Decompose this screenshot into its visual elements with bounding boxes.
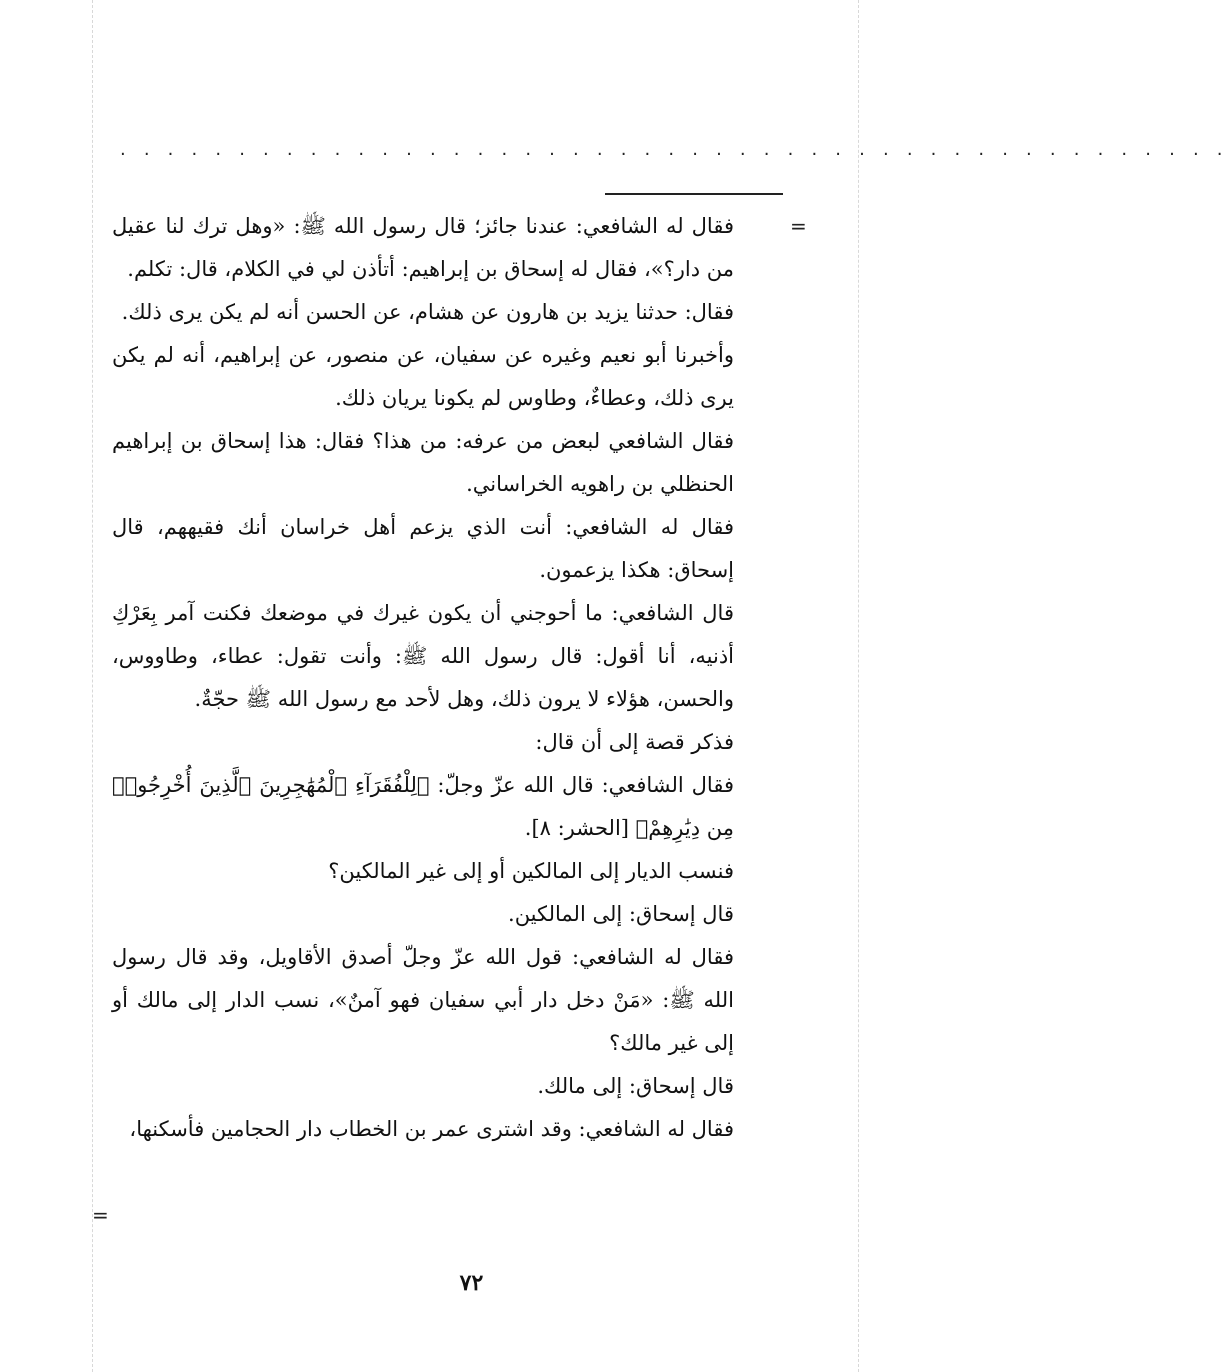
paragraph: قال إسحاق: إلى مالك. [537,1074,734,1098]
scan-edge-left [92,0,93,1372]
paragraph: فقال له الشافعي: عندنا جائز؛ قال رسول الله ﷺ: «وهل ترك لنا عقيل من دار؟»، فقال له إسحاق بن إبراهيم: أتأذن لي في الكلام، قال: تكلم. [112,214,734,281]
body-text [112,205,734,1151]
paragraph: وأخبرنا أبو نعيم وغيره عن سفيان، عن منصور، عن إبراهيم، أنه لم يكن يرى ذلك، وعطاءٌ، وطاوس لم يكونا يريان ذلك. [112,343,734,410]
paragraph: قال الشافعي: ما أحوجني أن يكون غيرك في موضعك فكنت آمر بِعَرْكِ أذنيه، أنا أقول: قال رسول الله ﷺ: وأنت تقول: عطاء، وطاووس، والحسن، هؤلاء لا يرون ذلك، وهل لأحد مع رسول الله ﷺ حجّةٌ. [112,601,734,711]
page-number: ٧٢ [459,1270,484,1296]
paragraph: فقال له الشافعي: قول الله عزّ وجلّ أصدق الأقاويل، وقد قال رسول الله ﷺ: «مَنْ دخل دار أبي سفيان فهو آمنٌ»، نسب الدار إلى مالك أو إلى غير مالك؟ [112,945,734,1055]
continuation-mark-end: = [92,1203,109,1227]
paragraph: فنسب الديار إلى المالكين أو إلى غير المالكين؟ [328,859,734,883]
paragraph: قال إسحاق: إلى المالكين. [508,902,734,926]
paragraph: فقال له الشافعي: أنت الذي يزعم أهل خراسان أنك فقيههم، قال إسحاق: هكذا يزعمون. [112,515,734,582]
header-dotted-line: . . . . . . . . . . . . . . . . . . . . . . . . . . . . . . . . . . . . . . . . . . . . . . . [120,139,1229,160]
paragraph-last: فقال له الشافعي: وقد اشترى عمر بن الخطاب دار الحجامين فأسكنها، [129,1117,734,1141]
paragraph: فذكر قصة إلى أن قال: [535,730,734,754]
paragraph: فقال الشافعي: قال الله عزّ وجلّ: ﴿لِلْفُقَرَآءِ ٱلْمُهَٰجِرِينَ ٱلَّذِينَ أُخْرِجُوا۟ مِن دِيَٰرِهِمْ﴾ [الحشر: ٨]. [112,773,734,840]
scan-edge-right [858,0,859,1372]
paragraph: فقال: حدثنا يزيد بن هارون عن هشام، عن الحسن أنه لم يكن يرى ذلك. [121,300,734,324]
continuation-mark-start: = [790,214,807,238]
footnote-rule [605,193,783,195]
paragraph: فقال الشافعي لبعض من عرفه: من هذا؟ فقال: هذا إسحاق بن إبراهيم الحنظلي بن راهويه الخراساني. [112,429,734,496]
